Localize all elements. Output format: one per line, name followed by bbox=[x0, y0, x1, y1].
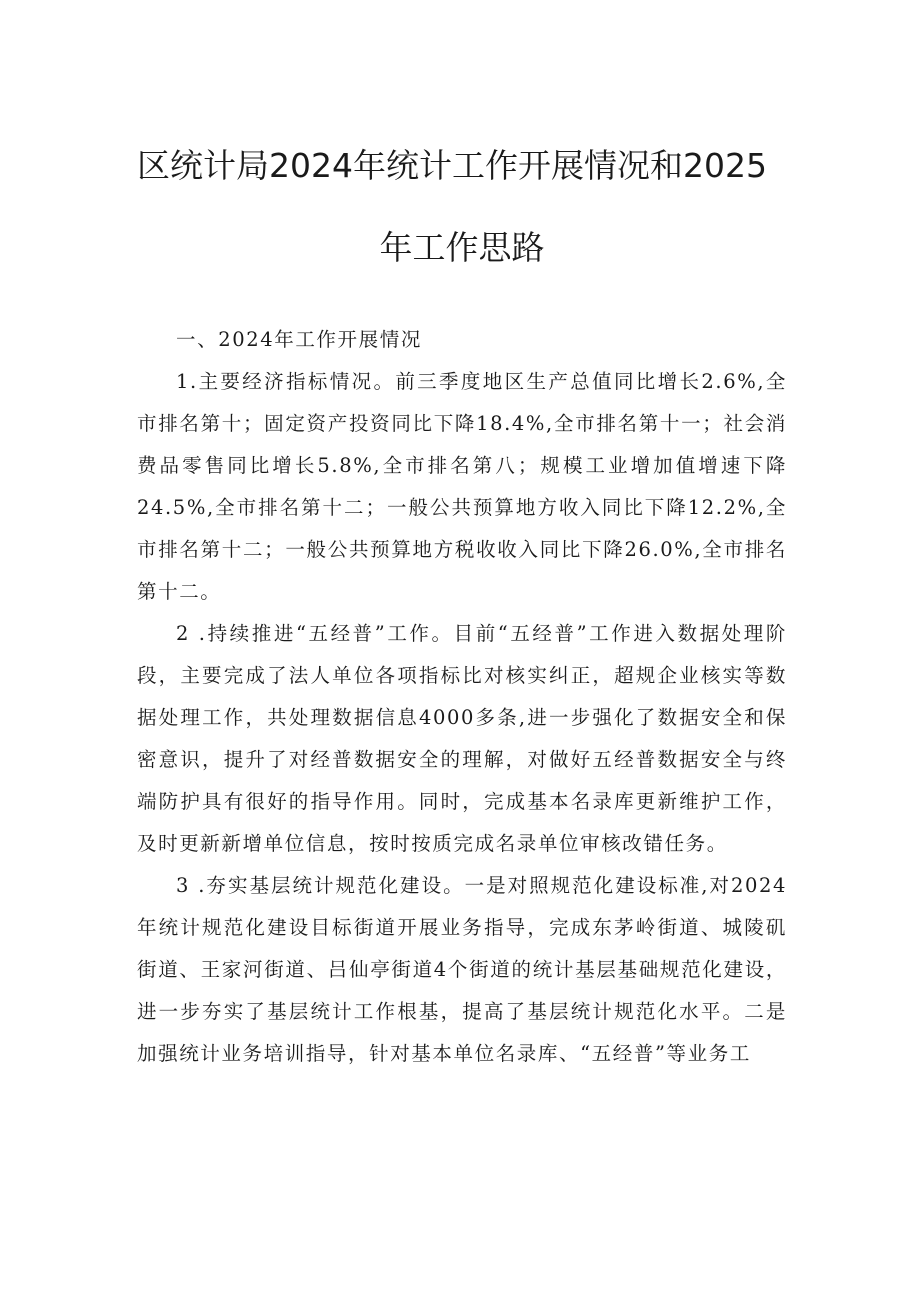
paragraph-economic-census: 2 .持续推进“五经普”工作。目前“五经普”工作进入数据处理阶段，主要完成了法人单位各项指标比对核实纠正，超规企业核实等数据处理工作，共处理数据信息4000多条,进一步强化了数据安全和保密意识，提升了对经普数据安全的理解，对做好五经普数据安全与终端防护具有很好的指导作用。同时，完成基本名录库更新维护工作，及时更新新增单位信息，按时按质完成名录单位审核改错任务。 bbox=[137, 622, 787, 855]
document-title-line-1: 区统计局2024年统计工作开展情况和2025 bbox=[137, 146, 767, 185]
document-body bbox=[137, 319, 787, 1075]
paragraph-grassroots-standardization: 3 .夯实基层统计规范化建设。一是对照规范化建设标准,对2024年统计规范化建设目标街道开展业务指导，完成东茅岭街道、城陵矶街道、王家河街道、吕仙亭街道4个街道的统计基层基础规范化建设，进一步夯实了基层统计工作根基，提高了基层统计规范化水平。二是加强统计业务培训指导，针对基本单位名录库、“五经普”等业务工 bbox=[137, 874, 787, 1065]
paragraph-economic-indicators: 1.主要经济指标情况。前三季度地区生产总值同比增长2.6%,全市排名第十；固定资产投资同比下降18.4%,全市排名第十一；社会消费品零售同比增长5.8%,全市排名第八；规模工业增加值增速下降24.5%,全市排名第十二；一般公共预算地方收入同比下降12.2%,全市排名第十二；一般公共预算地方税收收入同比下降26.0%,全市排名第十二。 bbox=[137, 370, 787, 603]
section-heading-1: 一、2024年工作开展情况 bbox=[176, 328, 422, 351]
document-title-line-2: 年工作思路 bbox=[379, 228, 545, 267]
